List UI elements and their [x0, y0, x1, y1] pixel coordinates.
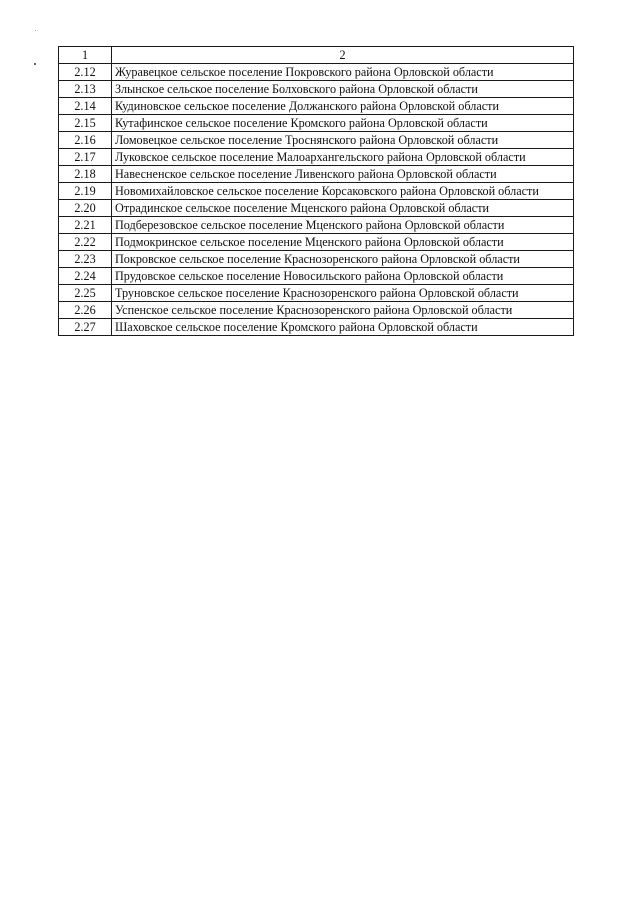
row-number: 2.21	[59, 217, 112, 234]
table-row	[59, 285, 574, 302]
row-number: 2.27	[59, 319, 112, 336]
row-number: 2.20	[59, 200, 112, 217]
row-number: 2.14	[59, 98, 112, 115]
table-row	[59, 98, 574, 115]
row-number: 2.15	[59, 115, 112, 132]
settlement-name: Кудиновское сельское поселение Должанского района Орловской области	[112, 98, 574, 115]
table-row	[59, 234, 574, 251]
table-row	[59, 149, 574, 166]
table-row	[59, 166, 574, 183]
settlements-table	[58, 46, 574, 336]
settlement-name: Подберезовское сельское поселение Мценского района Орловской области	[112, 217, 574, 234]
table-row	[59, 319, 574, 336]
table-row	[59, 268, 574, 285]
settlement-name: Успенское сельское поселение Краснозоренского района Орловской области	[112, 302, 574, 319]
settlement-name: Журавецкое сельское поселение Покровского района Орловской области	[112, 64, 574, 81]
settlement-name: Кутафинское сельское поселение Кромского района Орловской области	[112, 115, 574, 132]
settlement-name: Труновское сельское поселение Краснозоренского района Орловской области	[112, 285, 574, 302]
table-row	[59, 64, 574, 81]
settlement-name: Подмокринское сельское поселение Мценского района Орловской области	[112, 234, 574, 251]
row-number: 2.17	[59, 149, 112, 166]
row-number: 2.19	[59, 183, 112, 200]
settlement-name: Луковское сельское поселение Малоархангельского района Орловской области	[112, 149, 574, 166]
row-number: 2.25	[59, 285, 112, 302]
row-number: 2.26	[59, 302, 112, 319]
settlement-name: Шаховское сельское поселение Кромского района Орловской области	[112, 319, 574, 336]
settlement-name: Ломовецкое сельское поселение Троснянского района Орловской области	[112, 132, 574, 149]
table-row	[59, 217, 574, 234]
table-row	[59, 183, 574, 200]
settlement-name: Новомихайловское сельское поселение Корсаковского района Орловской области	[112, 183, 574, 200]
column-header-number: 1	[59, 47, 112, 64]
table-row	[59, 81, 574, 98]
settlement-name: Злынское сельское поселение Болховского района Орловской области	[112, 81, 574, 98]
row-number: 2.13	[59, 81, 112, 98]
row-number: 2.22	[59, 234, 112, 251]
settlement-name: Покровское сельское поселение Краснозоренского района Орловской области	[112, 251, 574, 268]
row-number: 2.23	[59, 251, 112, 268]
row-number: 2.18	[59, 166, 112, 183]
row-number: 2.16	[59, 132, 112, 149]
table-row	[59, 115, 574, 132]
column-header-name: 2	[112, 47, 574, 64]
settlement-name: Навесненское сельское поселение Ливенского района Орловской области	[112, 166, 574, 183]
table-row	[59, 251, 574, 268]
scan-speck	[35, 30, 36, 31]
row-number: 2.12	[59, 64, 112, 81]
settlement-name: Отрадинское сельское поселение Мценского района Орловской области	[112, 200, 574, 217]
table-row	[59, 132, 574, 149]
table-header-row	[59, 47, 574, 64]
row-number: 2.24	[59, 268, 112, 285]
table-row	[59, 302, 574, 319]
settlement-name: Прудовское сельское поселение Новосильского района Орловской области	[112, 268, 574, 285]
table-row	[59, 200, 574, 217]
scan-speck	[34, 63, 36, 65]
